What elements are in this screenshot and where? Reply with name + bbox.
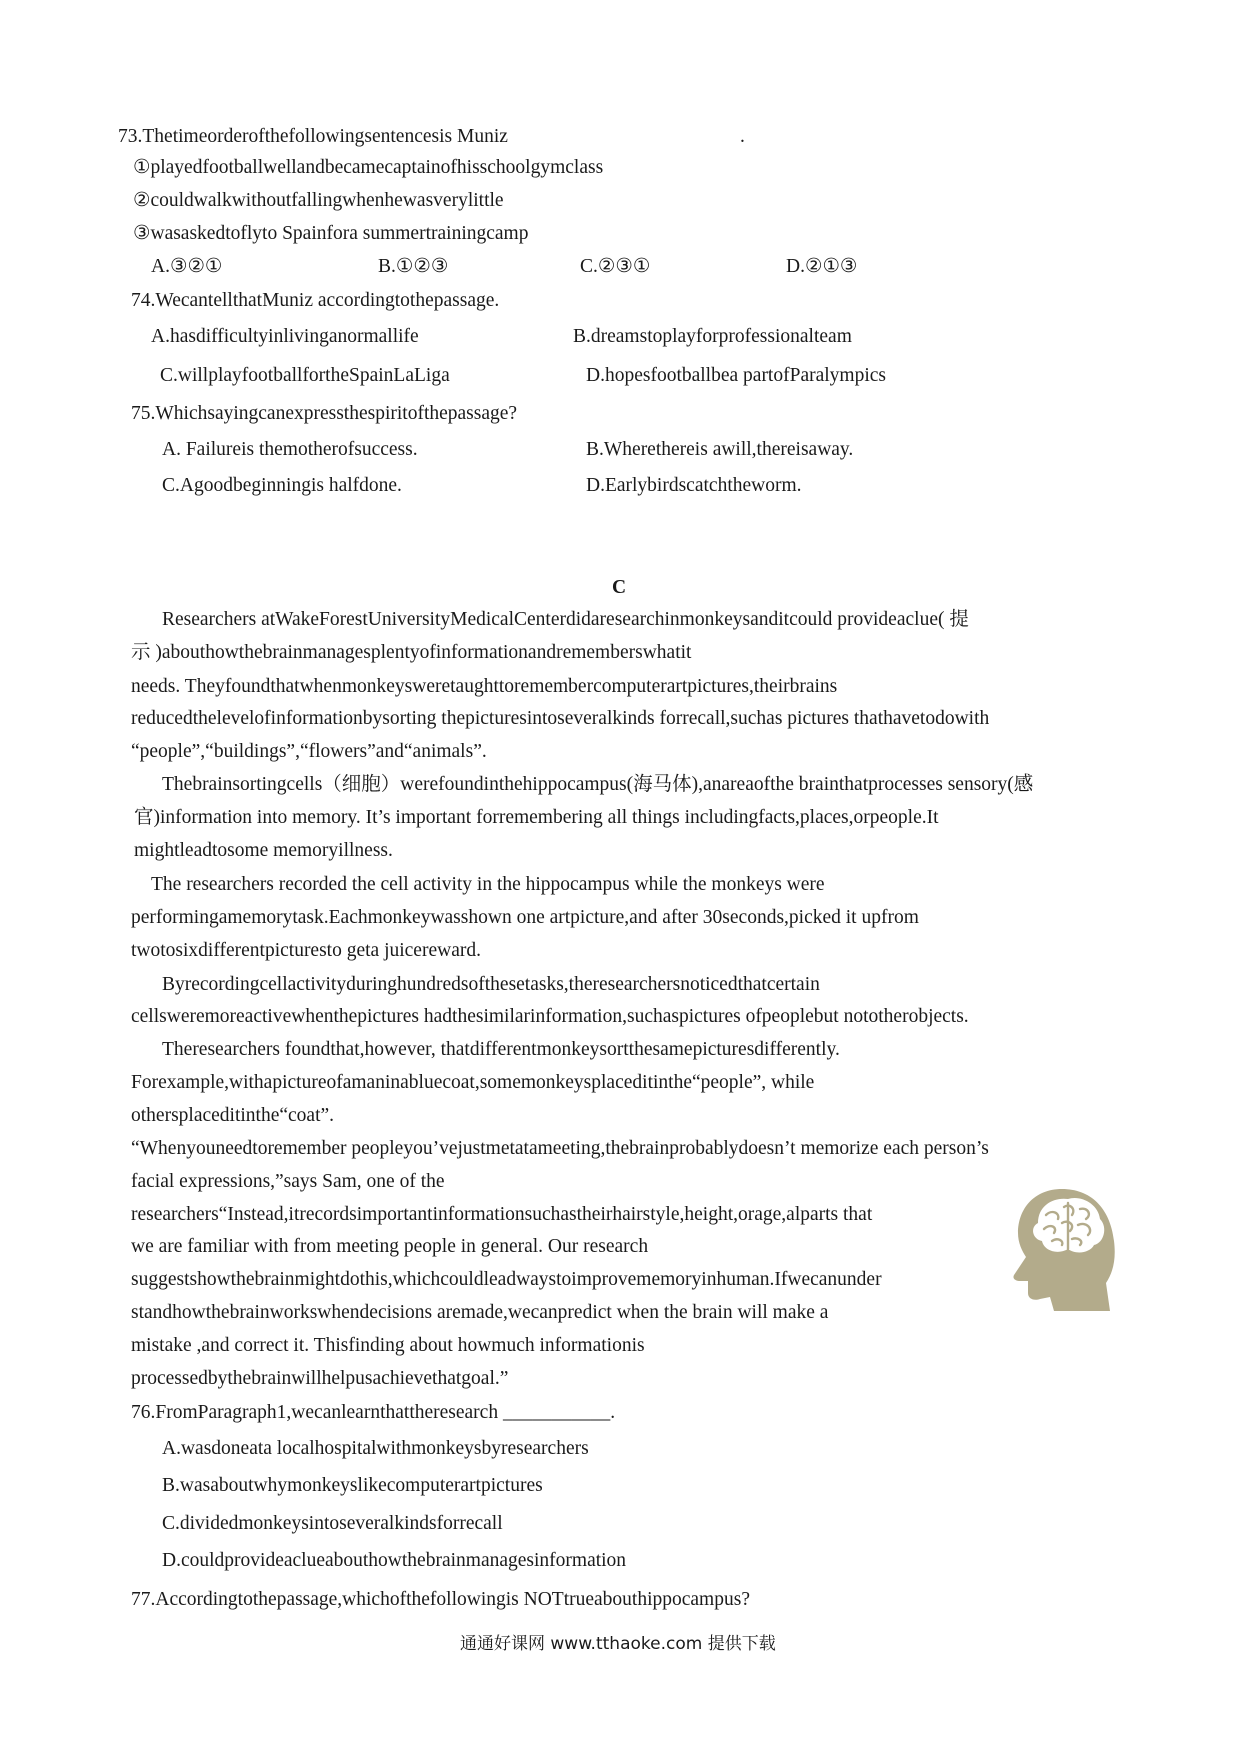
passage-line: researchers“Instead,itrecordsimportantinformationsuchastheirhairstyle,height,orage,alparts that <box>131 1204 873 1225</box>
passage-line: Byrecordingcellactivityduringhundredsofthesetasks,theresearchersnoticedthatcertain <box>162 974 820 995</box>
q73-stem: 73.Thetimeorderofthefollowingsentencesis Muniz <box>118 126 508 147</box>
passage-line: reducedthelevelofinformationbysorting thepicturesintoseveralkinds forrecall,suchas pictures thathavetodowith <box>131 708 990 729</box>
passage-line: standhowthebrainworkswhendecisions aremade,wecanpredict when the brain will make a <box>131 1302 829 1323</box>
q73-option-a: A.③②① <box>151 256 223 277</box>
q75-option-c: C.Agoodbeginningis halfdone. <box>162 475 402 496</box>
q75-option-a: A. Failureis themotherofsuccess. <box>162 439 418 460</box>
passage-line: facial expressions,”says Sam, one of the <box>131 1171 445 1192</box>
q76-option-a: A.wasdoneata localhospitalwithmonkeysbyresearchers <box>162 1438 589 1459</box>
q75-stem: 75.Whichsayingcanexpressthespiritofthepassage? <box>131 403 518 424</box>
q73-option-b: B.①②③ <box>378 256 449 277</box>
q76-option-b: B.wasaboutwhymonkeyslikecomputerartpictures <box>162 1475 543 1496</box>
section-c-heading: C <box>612 577 627 598</box>
q76-stem: 76.FromParagraph1,wecanlearnthattheresearch ___________. <box>131 1402 616 1423</box>
passage-line: Thebrainsortingcells（细胞）werefoundinthehippocampus(海马体),anareaofthe brainthatprocesses sensory(感 <box>162 774 1034 795</box>
q74-stem: 74.WecantellthatMuniz accordingtothepassage. <box>131 290 500 311</box>
passage-line: we are familiar with from meeting people in general. Our research <box>131 1236 649 1257</box>
passage-line: mistake ,and correct it. Thisfinding about howmuch informationis <box>131 1335 645 1356</box>
passage-line: othersplaceditinthe“coat”. <box>131 1105 335 1126</box>
q76-option-d: D.couldprovideaclueabouthowthebrainmanagesinformation <box>162 1550 627 1571</box>
q75-option-b: B.Wherethereis awill,thereisaway. <box>586 439 854 460</box>
passage-line: 官)information into memory. It’s important forremembering all things includingfacts,places,orpeople.It <box>134 807 939 828</box>
passage-line: performingamemorytask.Eachmonkeywasshown one artpicture,and after 30seconds,picked it upfrom <box>131 907 919 928</box>
q74-option-d: D.hopesfootballbea partofParalympics <box>586 365 886 386</box>
passage-line: 示 )abouthowthebrainmanagesplentyofinformationandrememberswhatit <box>131 642 692 663</box>
passage-line: Theresearchers foundthat,however, thatdifferentmonkeysortthesamepicturesdifferently. <box>162 1039 840 1060</box>
passage-line: mightleadtosome memoryillness. <box>134 840 393 861</box>
passage-line: cellsweremoreactivewhenthepictures hadthesimilarinformation,suchaspictures ofpeoplebut nototherobjects. <box>131 1006 969 1027</box>
passage-line: “Whenyouneedtoremember peopleyou’vejustmetatameeting,thebrainprobablydoesn’t memorize each person’s <box>131 1138 989 1159</box>
q73-item-1: ①playedfootballwellandbecamecaptainofhisschoolgymclass <box>133 157 604 178</box>
q73-item-2: ②couldwalkwithoutfallingwhenhewasverylittle <box>133 190 504 211</box>
page-footer: 通通好课网 www.tthaoke.com 提供下载 <box>460 1634 776 1654</box>
q74-option-c: C.willplayfootballfortheSpainLaLiga <box>160 365 450 386</box>
passage-line: suggestshowthebrainmightdothis,whichcouldleadwaystoimprovememoryinhuman.Ifwecanunder <box>131 1269 882 1290</box>
passage-line: “people”,“buildings”,“flowers”and“animals”. <box>131 741 487 762</box>
passage-line: processedbythebrainwillhelpusachievethatgoal.” <box>131 1368 509 1389</box>
q73-stem-end: . <box>740 126 745 147</box>
q74-option-b: B.dreamstoplayforprofessionalteam <box>573 326 852 347</box>
q73-item-3: ③wasaskedtoflyto Spainfora summertrainingcamp <box>133 223 529 244</box>
passage-line: Forexample,withapictureofamaninabluecoat,somemonkeysplaceditinthe“people”, while <box>131 1072 815 1093</box>
q73-option-d: D.②①③ <box>786 256 858 277</box>
q77-stem: 77.Accordingtothepassage,whichofthefollowingis NOTtrueabouthippocampus? <box>131 1589 750 1610</box>
passage-line: Researchers atWakeForestUniversityMedicalCenterdidaresearchinmonkeysanditcould provideaclue( 提 <box>162 609 969 630</box>
q75-option-d: D.Earlybirdscatchtheworm. <box>586 475 802 496</box>
passage-line: The researchers recorded the cell activity in the hippocampus while the monkeys were <box>151 874 825 895</box>
q76-option-c: C.dividedmonkeysintoseveralkindsforrecall <box>162 1513 503 1534</box>
q74-option-a: A.hasdifficultyinlivinganormallife <box>151 326 419 347</box>
brain-head-icon <box>1010 1183 1115 1311</box>
passage-line: twotosixdifferentpicturesto geta juicereward. <box>131 940 481 961</box>
passage-line: needs. Theyfoundthatwhenmonkeysweretaughttoremembercomputerartpictures,theirbrains <box>131 676 838 697</box>
q73-option-c: C.②③① <box>580 256 651 277</box>
